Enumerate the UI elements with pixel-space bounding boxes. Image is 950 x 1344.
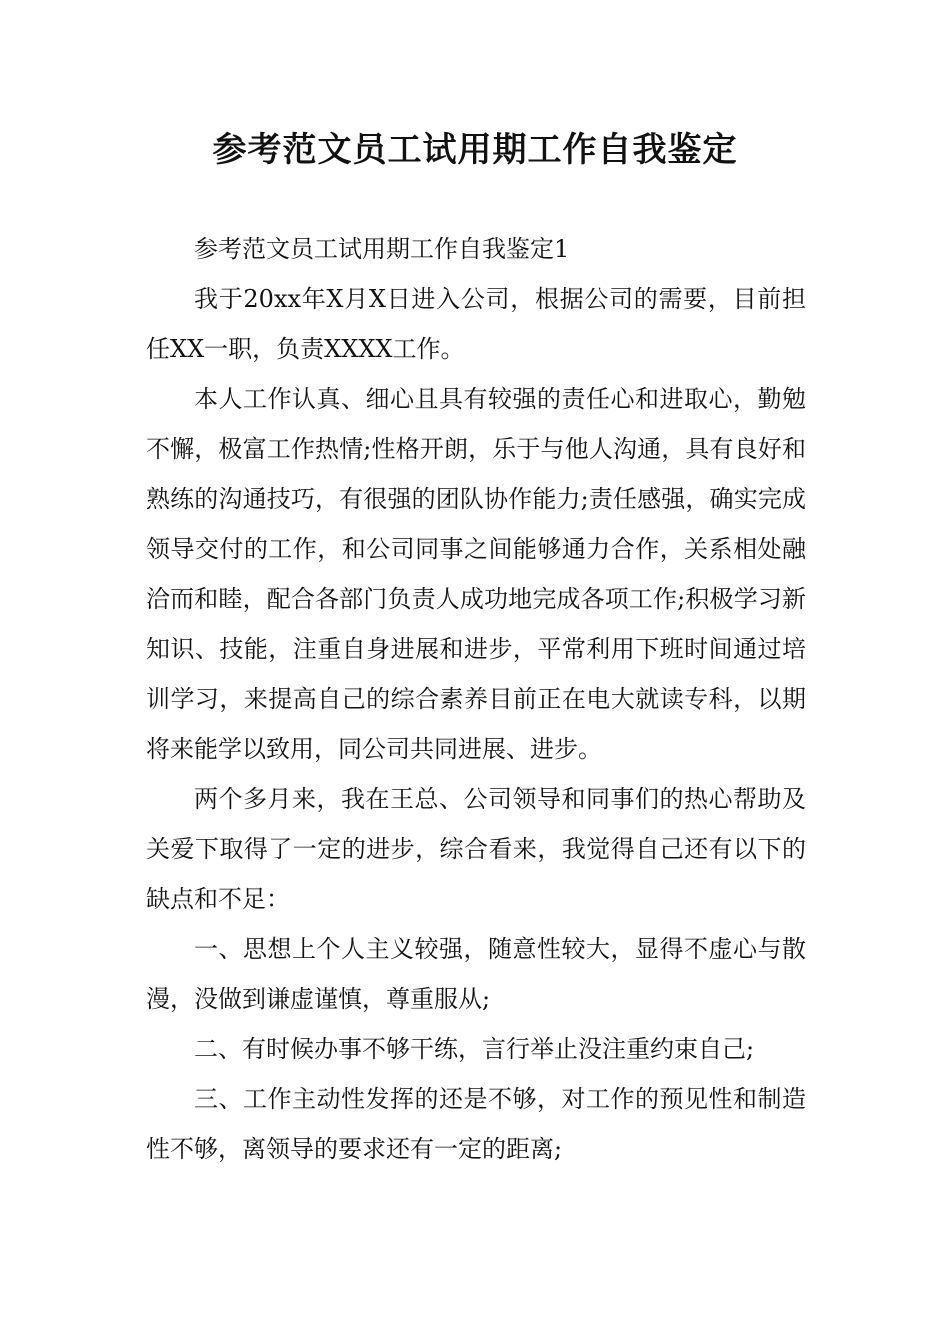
paragraph-strengths: 本人工作认真、细心且具有较强的责任心和进取心，勤勉不懈，极富工作热情;性格开朗，乐于与他人沟通，具有良好和熟练的沟通技巧，有很强的团队协作能力;责任感强，确实完成领导交付的工作，和公司同事之间能够通力合作，关系相处融洽而和睦，配合各部门负责人成功地完成各项工作;积极学习新知识、技能，注重自身进展和进步，平常利用下班时间通过培训学习，来提高自己的综合素养目前正在电大就读专科，以期将来能学以致用，同公司共同进展、进步。 — [146, 385, 806, 763]
paragraph-intro: 我于20xx年X月X日进入公司，根据公司的需要，目前担任XX一职，负责XXXX工作。 — [146, 285, 806, 363]
document-title: 参考范文员工试用期工作自我鉴定 — [212, 130, 738, 170]
shortcoming-item-2: 二、有时候办事不够干练，言行举止没注重约束自己; — [194, 1035, 755, 1063]
shortcoming-item-3: 三、工作主动性发挥的还是不够，对工作的预见性和制造性不够，离领导的要求还有一定的距离; — [146, 1085, 806, 1163]
paragraph-progress: 两个多月来，我在王总、公司领导和同事们的热心帮助及关爱下取得了一定的进步，综合看来，我觉得自己还有以下的缺点和不足： — [146, 785, 806, 913]
section-heading: 参考范文员工试用期工作自我鉴定1 — [194, 235, 570, 263]
shortcoming-item-1: 一、思想上个人主义较强，随意性较大，显得不虚心与散漫，没做到谦虚谨慎，尊重服从; — [146, 935, 806, 1013]
document-body — [146, 224, 806, 1174]
